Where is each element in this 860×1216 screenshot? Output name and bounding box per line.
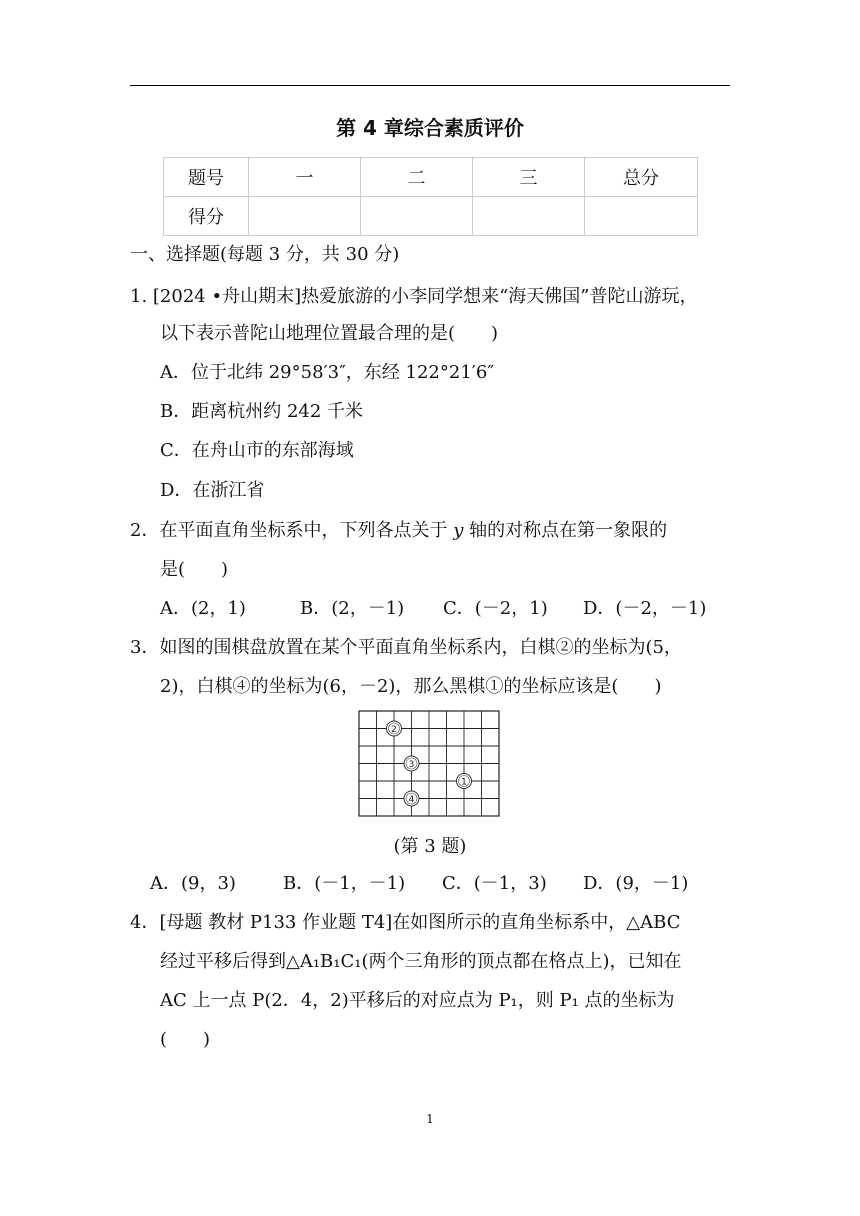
question-3-line-2: 2)，白棋④的坐标为(6，－2)，那么黑棋①的坐标应该是( ) [160,676,662,697]
question-2-option-d: D．(－2，－1) [583,598,707,619]
question-2-line-2: 是( ) [160,559,229,580]
page-number: 1 [426,1112,434,1126]
go-stone-label: 4 [408,795,415,805]
figure-caption: (第 3 题) [393,836,467,857]
question-1-line-1: 1. [2024 •舟山期末]热爱旅游的小李同学想来“海天佛国”普陀山游玩， [130,286,698,307]
score-table-cell: 题号 [164,158,249,197]
question-3-option-c: C．(－1，3) [442,873,547,894]
go-stone-label: 1 [461,777,467,788]
question-2-text-b: 轴的对称点在第一象限的 [463,520,668,541]
score-table-cell: 总分 [585,158,698,197]
go-stone-label: 3 [408,760,415,770]
question-2-option-b: B．(2，－1) [300,598,405,619]
question-2-option-c: C．(－2，1) [443,598,548,619]
score-table-cell: 三 [473,158,585,197]
question-3-option-a: A．(9，3) [150,873,236,894]
question-1-option-b: B．距离杭州约 242 千米 [160,401,364,422]
score-table-header-row [164,158,698,197]
question-1-option-d: D．在浙江省 [160,480,265,501]
question-1-option-a: A．位于北纬 29°58′3″，东经 122°21′6″ [160,362,495,383]
question-4-line-1: 4．[母题 教材 P133 作业题 T4]在如图所示的直角坐标系中，△ABC [130,912,681,933]
question-2-option-a: A．(2，1) [160,598,246,619]
question-3-line-1: 3．如图的围棋盘放置在某个平面直角坐标系内，白棋②的坐标为(5， [130,637,682,658]
score-table-cell [585,197,698,236]
score-table-cell [473,197,585,236]
question-4-line-2: 经过平移后得到△A₁B₁C₁(两个三角形的顶点都在格点上)，已知在 [160,951,682,972]
question-1-line-2: 以下表示普陀山地理位置最合理的是( ) [160,323,499,344]
go-stone-label: 2 [391,725,397,735]
question-2-variable: y [453,520,464,541]
score-table-score-row [164,197,698,236]
page-title: 第 4 章综合素质评价 [336,116,524,140]
score-table-cell: 得分 [164,197,249,236]
question-2-line-1 [130,519,667,543]
section-heading: 一、选择题(每题 3 分，共 30 分) [130,244,400,265]
score-table-cell: 一 [249,158,361,197]
question-1-option-c: C．在舟山市的东部海域 [160,440,354,461]
header-rule [130,85,730,86]
question-3-option-d: D．(9，－1) [583,873,689,894]
score-table [163,157,698,236]
question-3-option-b: B．(－1，－1) [283,873,406,894]
score-table-cell: 二 [361,158,473,197]
question-4-line-3: AC 上一点 P(2．4，2)平移后的对应点为 P₁，则 P₁ 点的坐标为 [160,990,675,1011]
go-board-figure [358,710,502,820]
question-4-line-4: ( ) [160,1029,211,1050]
score-table-cell [249,197,361,236]
question-2-text-a: 2．在平面直角坐标系中，下列各点关于 [130,520,454,541]
score-table-cell [361,197,473,236]
